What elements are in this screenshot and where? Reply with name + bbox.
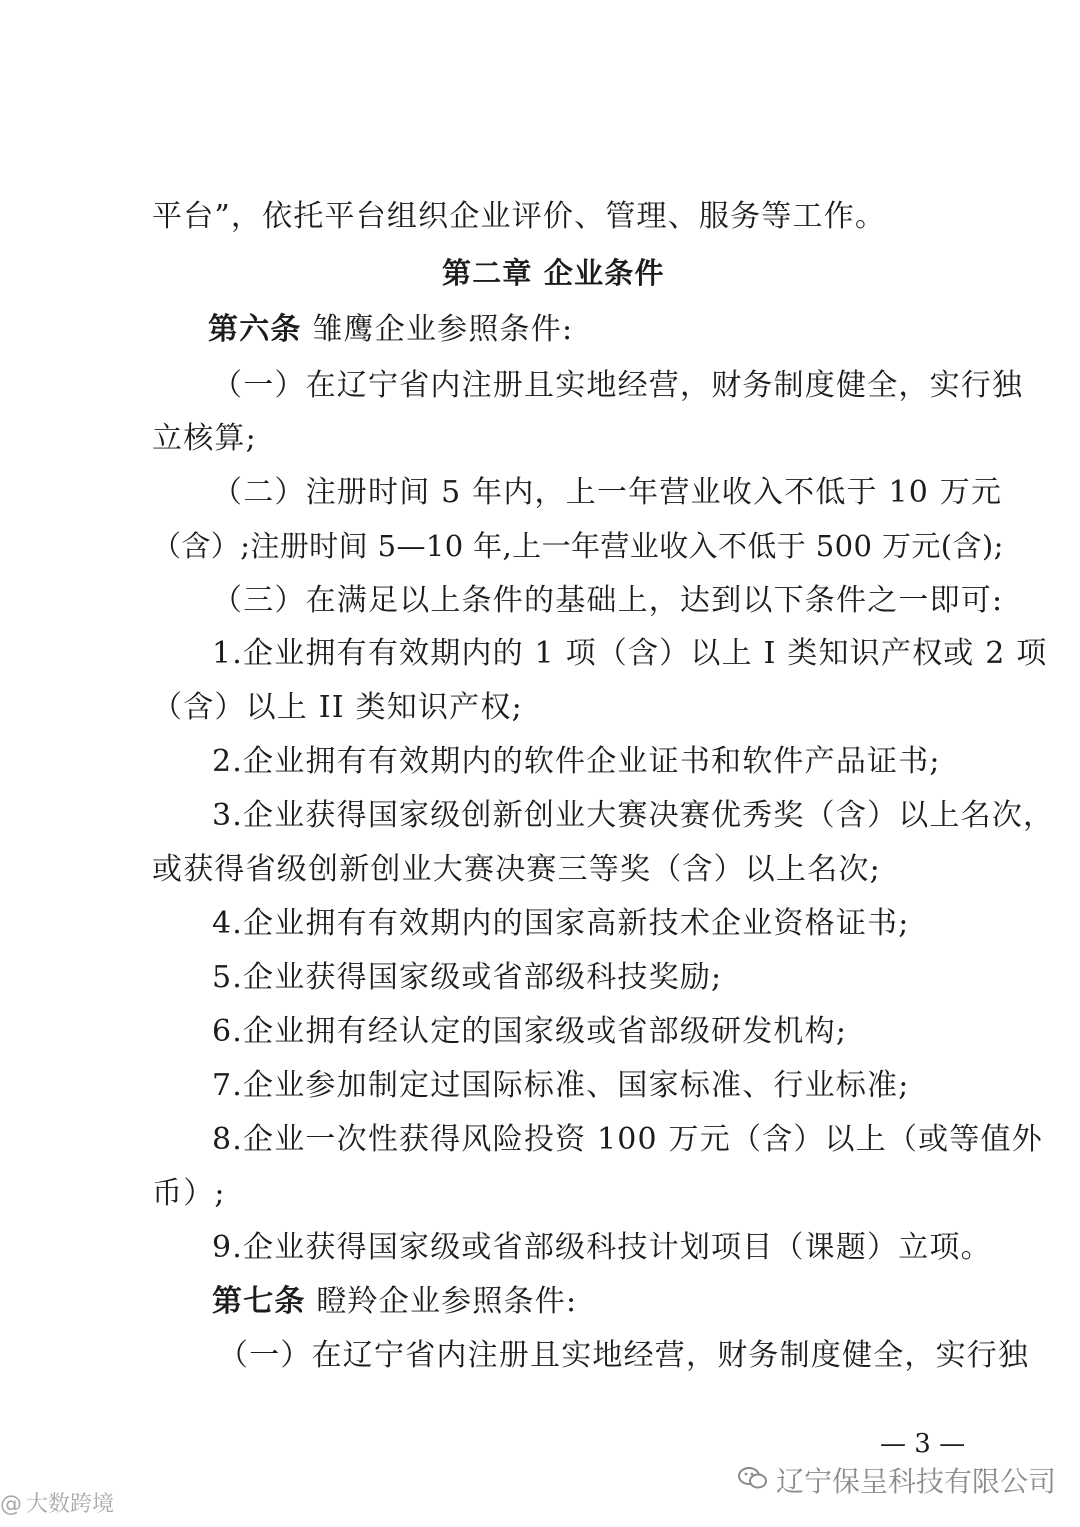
- list-item: 5.企业获得国家级或省部级科技奖励;: [212, 960, 723, 995]
- list-item: 3.企业获得国家级创新创业大赛决赛优秀奖（含）以上名次，: [212, 798, 1055, 833]
- paragraph-line: 立核算;: [152, 421, 257, 456]
- paragraph-line: （含）以上 II 类知识产权;: [152, 690, 523, 725]
- list-item: 6.企业拥有经认定的国家级或省部级研发机构;: [212, 1014, 848, 1049]
- list-item: 7.企业参加制定过国际标准、国家标准、行业标准;: [212, 1068, 910, 1103]
- watermark-left-text: 大数跨境: [26, 1492, 115, 1517]
- article-6-line: [0, 308, 1080, 352]
- paragraph-line: （二）注册时间 5 年内，上一年营业收入不低于 10 万元: [212, 475, 1003, 510]
- article-7-title: 瞪羚企业参照条件:: [316, 1284, 578, 1319]
- list-item: 2.企业拥有有效期内的软件企业证书和软件产品证书;: [212, 744, 941, 779]
- at-icon: @: [0, 1492, 22, 1517]
- page-number: — 3 —: [880, 1429, 966, 1459]
- article-6-label: 第六条: [208, 312, 302, 347]
- wechat-icon: [738, 1464, 768, 1500]
- article-7-label: 第七条: [212, 1284, 306, 1319]
- paragraph-line: （一）在辽宁省内注册且实地经营，财务制度健全，实行独: [218, 1338, 1030, 1373]
- list-item: 1.企业拥有有效期内的 1 项（含）以上 I 类知识产权或 2 项: [212, 636, 1048, 671]
- article-6-title: 雏鹰企业参照条件:: [312, 312, 574, 347]
- paragraph-line: （一）在辽宁省内注册且实地经营，财务制度健全，实行独: [212, 368, 1024, 403]
- watermark-right: [738, 1464, 1056, 1500]
- paragraph-line: 平台”，依托平台组织企业评价、管理、服务等工作。: [152, 199, 887, 234]
- list-item: 8.企业一次性获得风险投资 100 万元（含）以上（或等值外: [212, 1122, 1043, 1157]
- list-item: 9.企业获得国家级或省部级科技计划项目（课题）立项。: [212, 1230, 992, 1265]
- paragraph-line: 或获得省级创新创业大赛决赛三等奖（含）以上名次;: [152, 852, 881, 887]
- chapter-heading: 第二章 企业条件: [442, 256, 665, 290]
- watermark-left: [0, 1490, 114, 1520]
- watermark-right-text: 辽宁保呈科技有限公司: [776, 1465, 1057, 1498]
- paragraph-line: （含）;注册时间 5—10 年,上一年营业收入不低于 500 万元(含);: [152, 529, 1004, 563]
- article-7-line: [0, 1280, 1080, 1324]
- paragraph-line: （三）在满足以上条件的基础上，达到以下条件之一即可:: [212, 583, 1004, 618]
- paragraph-line: 币）;: [152, 1176, 226, 1211]
- list-item: 4.企业拥有有效期内的国家高新技术企业资格证书;: [212, 906, 910, 941]
